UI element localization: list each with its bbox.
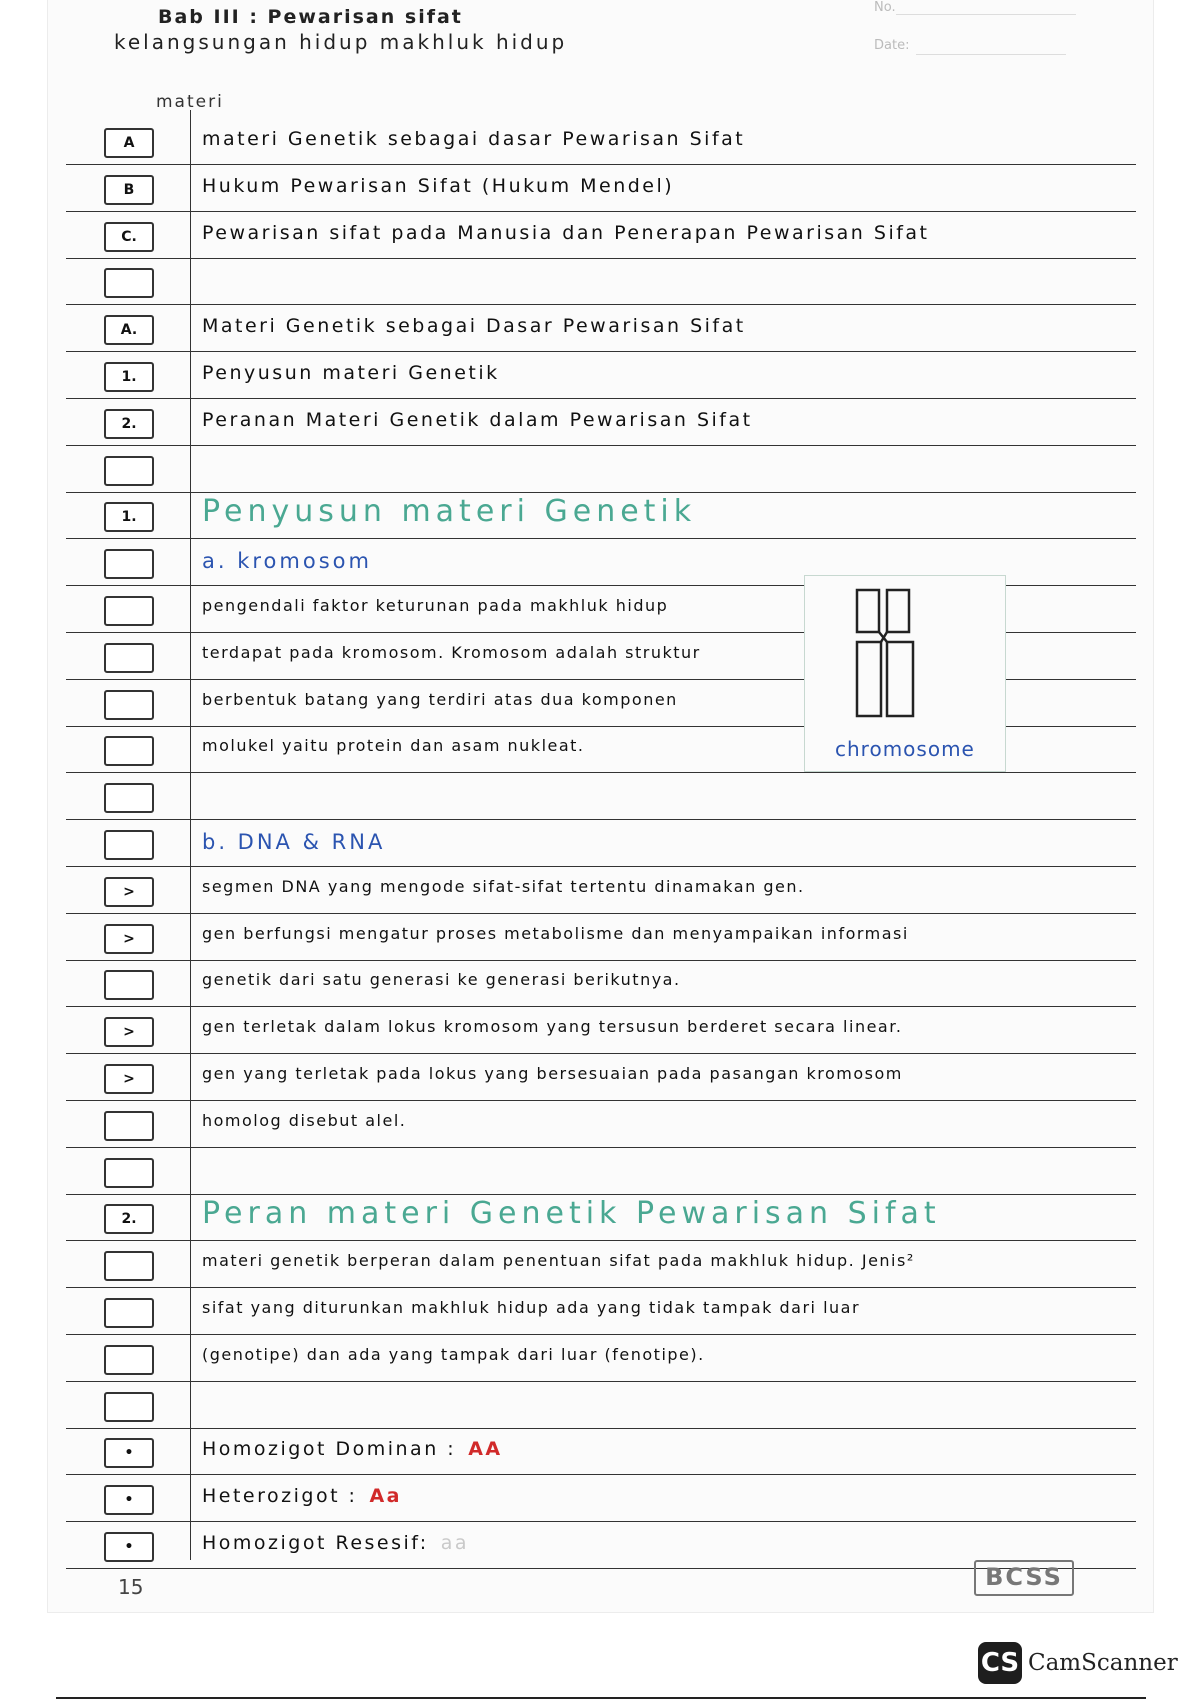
genotype-value: Aa <box>369 1485 402 1508</box>
row-text <box>202 1298 860 1317</box>
materi-heading: materi <box>156 92 224 112</box>
bottom-rule <box>56 1697 1146 1699</box>
row-text <box>202 222 930 244</box>
note-row <box>66 399 1136 446</box>
row-text-content: sifat yang diturunkan makhluk hidup ada yang tidak tampak dari luar <box>202 1298 861 1317</box>
row-text-content: materi genetik berperan dalam penentuan sifat pada makhluk hidup. Jenis² <box>202 1251 915 1271</box>
note-row <box>66 820 1136 867</box>
row-text-content: Heterozigot : <box>202 1485 358 1508</box>
chromosome-label: chromosome <box>835 737 975 761</box>
row-text-content: segmen DNA yang mengode sifat-sifat tertentu dinamakan gen. <box>202 876 805 896</box>
row-marker-box: 2. <box>104 1204 154 1234</box>
note-row <box>66 1194 1136 1241</box>
row-text <box>202 128 745 150</box>
row-text <box>202 1111 406 1130</box>
row-text-content: Penyusun materi Genetik <box>202 362 500 384</box>
chapter-title: Bab III : Pewarisan sifat <box>158 6 463 28</box>
row-marker-box <box>104 690 154 720</box>
row-text <box>202 549 372 573</box>
row-text <box>202 1251 915 1270</box>
page-number: 15 <box>118 1575 144 1599</box>
note-row <box>66 258 1136 305</box>
row-marker-box: > <box>104 1064 154 1094</box>
row-text <box>202 362 500 384</box>
note-row <box>66 1475 1136 1522</box>
row-text-content: Hukum Pewarisan Sifat (Hukum Mendel) <box>202 174 675 197</box>
note-row <box>66 960 1136 1007</box>
row-text-content: Materi Genetik sebagai Dasar Pewarisan Sifat <box>202 315 746 338</box>
note-row <box>66 1382 1136 1429</box>
row-marker-box: A. <box>104 315 154 345</box>
row-marker-box <box>104 736 154 766</box>
row-marker-box <box>104 1251 154 1281</box>
note-row <box>66 118 1136 165</box>
row-text-content: terdapat pada kromosom. Kromosom adalah struktur <box>202 642 701 662</box>
note-row <box>66 1101 1136 1148</box>
chromosome-drawing <box>805 576 1005 726</box>
row-marker-box: B <box>104 175 154 205</box>
row-text-content: Homozigot Dominan : <box>202 1438 457 1461</box>
row-text <box>202 1064 903 1083</box>
note-row <box>66 1241 1136 1288</box>
stationery-logo: BCSS <box>974 1560 1074 1596</box>
row-marker-box <box>104 1345 154 1375</box>
row-text-content: Pewarisan sifat pada Manusia dan Penerapan Pewarisan Sifat <box>202 221 930 244</box>
row-marker-box <box>104 456 154 486</box>
row-text-content: homolog disebut alel. <box>202 1110 407 1130</box>
row-marker-box <box>104 783 154 813</box>
chromosome-sticker <box>804 575 1006 772</box>
row-text <box>202 315 746 337</box>
row-text <box>202 1345 705 1364</box>
camscanner-label: CamScanner <box>1028 1650 1178 1676</box>
row-marker-box: > <box>104 877 154 907</box>
note-row <box>66 914 1136 961</box>
chapter-subtitle: kelangsungan hidup makhluk hidup <box>114 30 568 54</box>
note-row <box>66 446 1136 493</box>
row-marker-box: • <box>104 1532 154 1562</box>
row-marker-box <box>104 549 154 579</box>
note-row <box>66 1428 1136 1475</box>
row-marker-box: • <box>104 1438 154 1468</box>
camscanner-logo-icon: CS <box>978 1642 1022 1684</box>
row-text-content: Homozigot Resesif: <box>202 1532 429 1554</box>
genotype-value: aa <box>440 1532 469 1554</box>
note-row <box>66 867 1136 914</box>
row-text <box>202 1532 469 1554</box>
note-row <box>66 1288 1136 1335</box>
no-line <box>896 14 1076 15</box>
row-text-content: genetik dari satu generasi ke generasi berikutnya. <box>202 970 681 990</box>
row-text-content: Peranan Materi Genetik dalam Pewarisan Sifat <box>202 408 753 431</box>
note-row <box>66 1007 1136 1054</box>
row-text <box>202 643 701 662</box>
note-row <box>66 1148 1136 1195</box>
row-marker-box: 2. <box>104 409 154 439</box>
note-row <box>66 1335 1136 1382</box>
note-row <box>66 212 1136 259</box>
row-marker-box <box>104 1111 154 1141</box>
row-marker-box <box>104 268 154 298</box>
row-marker-box <box>104 830 154 860</box>
date-line <box>916 54 1066 55</box>
row-text <box>202 830 385 854</box>
row-marker-box: A <box>104 128 154 158</box>
row-text <box>202 1485 402 1507</box>
note-row <box>66 352 1136 399</box>
note-row <box>66 165 1136 212</box>
row-text-content: b. DNA & RNA <box>202 830 386 854</box>
row-marker-box <box>104 643 154 673</box>
row-marker-box <box>104 1158 154 1188</box>
row-text <box>202 690 678 709</box>
row-marker-box <box>104 596 154 626</box>
row-text <box>202 596 668 615</box>
row-text-content: gen yang terletak pada lokus yang bersesuaian pada pasangan kromosom <box>202 1064 903 1083</box>
row-marker-box: > <box>104 1017 154 1047</box>
row-text <box>202 877 805 896</box>
note-row <box>66 773 1136 820</box>
row-marker-box: C. <box>104 222 154 252</box>
note-row <box>66 305 1136 352</box>
row-marker-box: • <box>104 1485 154 1515</box>
row-text-content: (genotipe) dan ada yang tampak dari luar (fenotipe). <box>202 1344 705 1364</box>
row-text <box>202 1017 902 1036</box>
row-marker-box: > <box>104 924 154 954</box>
margin-line <box>190 110 191 1560</box>
row-marker-box: 1. <box>104 362 154 392</box>
no-label: No. <box>874 0 896 15</box>
row-text-content: gen terletak dalam lokus kromosom yang tersusun berderet secara linear. <box>202 1017 903 1037</box>
note-row <box>66 492 1136 539</box>
row-text <box>202 175 674 197</box>
row-text-content: materi Genetik sebagai dasar Pewarisan Sifat <box>202 128 746 150</box>
row-text-content: molukel yaitu protein dan asam nukleat. <box>202 736 585 756</box>
row-text-content: Peran materi Genetik Pewarisan Sifat <box>202 1196 941 1232</box>
row-marker-box <box>104 1392 154 1422</box>
row-text <box>202 494 696 529</box>
row-text-content: berbentuk batang yang terdiri atas dua komponen <box>202 689 678 709</box>
row-text <box>202 736 585 755</box>
row-text <box>202 1196 941 1231</box>
row-text <box>202 970 681 989</box>
row-text-content: gen berfungsi mengatur proses metabolisme dan menyampaikan informasi <box>202 923 909 943</box>
note-row <box>66 1054 1136 1101</box>
row-text-content: a. kromosom <box>202 549 372 574</box>
row-text-content: Penyusun materi Genetik <box>202 494 697 530</box>
genotype-value: AA <box>468 1438 503 1461</box>
row-text-content: pengendali faktor keturunan pada makhluk hidup <box>202 596 669 615</box>
row-marker-box: 1. <box>104 502 154 532</box>
row-marker-box <box>104 1298 154 1328</box>
row-text <box>202 1438 503 1460</box>
date-label: Date: <box>874 38 910 53</box>
row-marker-box <box>104 970 154 1000</box>
row-text <box>202 924 909 943</box>
row-text <box>202 409 753 431</box>
